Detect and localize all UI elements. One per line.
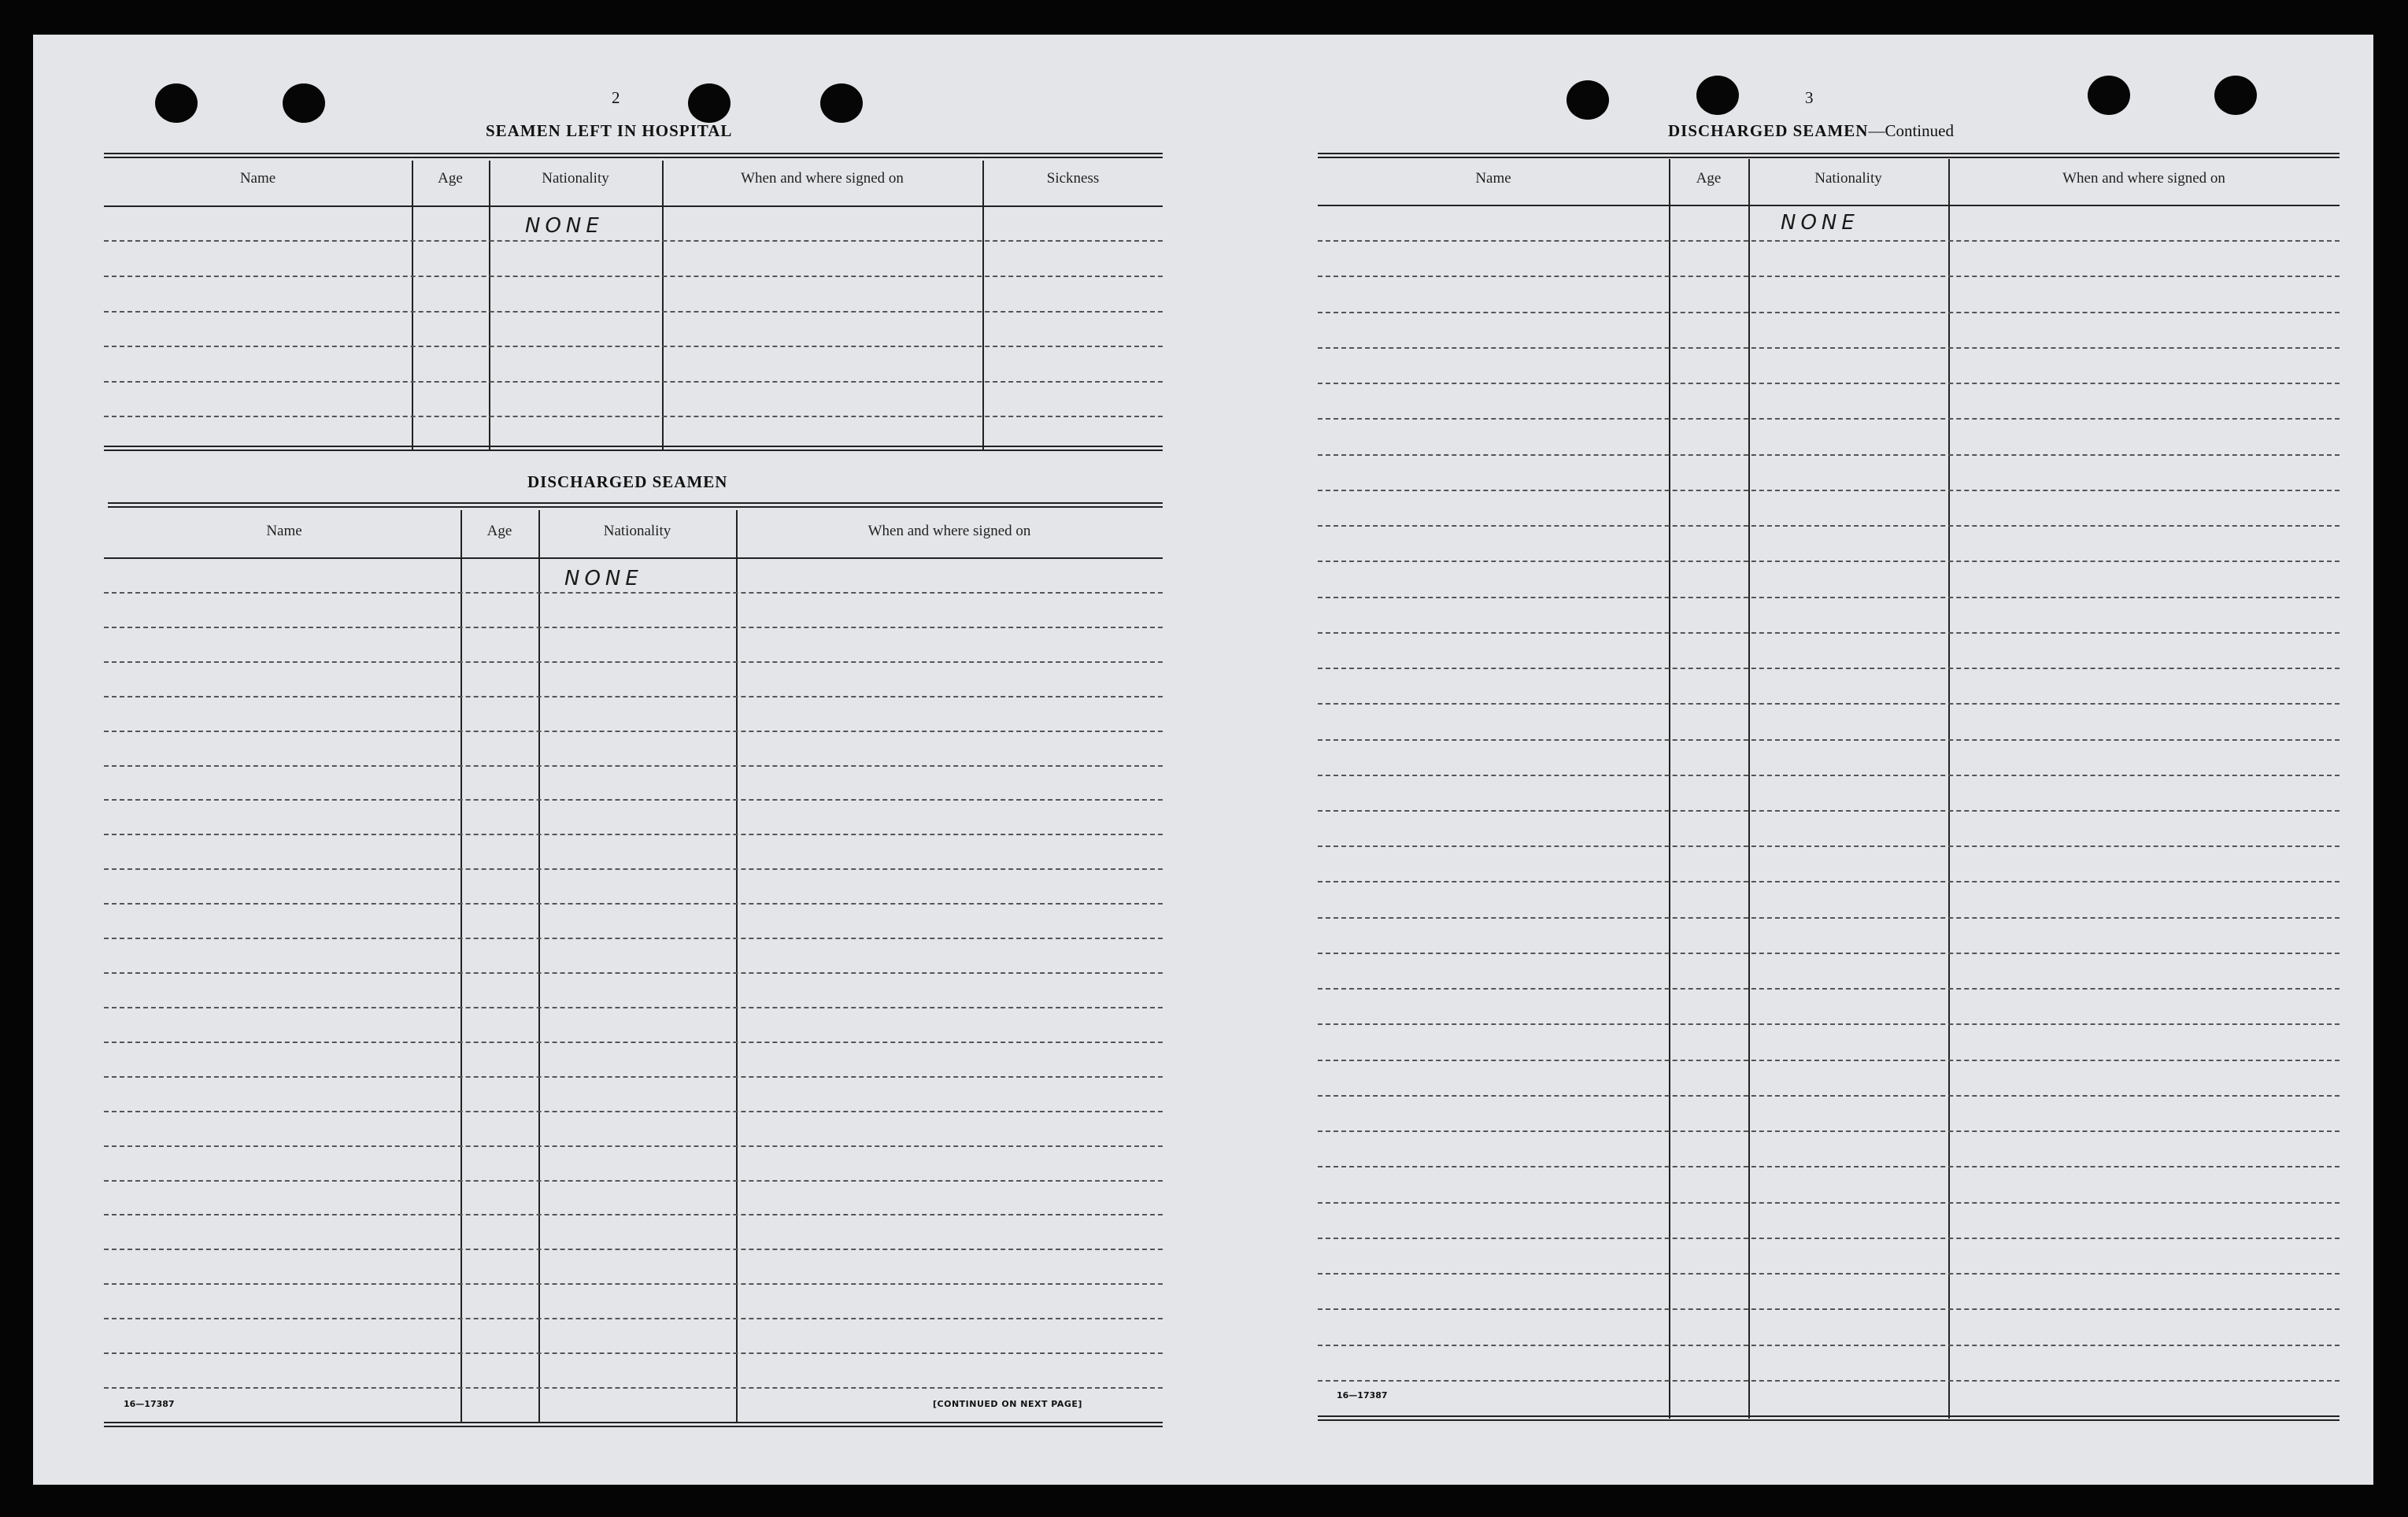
punch-hole: [688, 83, 731, 123]
form-number: 16—17387: [124, 1399, 175, 1409]
row-line: [104, 1249, 1163, 1250]
handwritten-entry: NONE: [1781, 211, 1859, 235]
col-age: Age: [486, 523, 512, 539]
row-line: [104, 1007, 1163, 1008]
col-name: Name: [1475, 170, 1511, 187]
row-line: [1318, 1273, 2340, 1275]
left-page: [33, 35, 1206, 1485]
page-number: 2: [612, 88, 620, 107]
col-signed-on: When and where signed on: [2062, 170, 2225, 187]
row-line: [104, 731, 1163, 732]
row-line: [1318, 561, 2340, 562]
punch-hole: [2214, 76, 2257, 115]
row-line: [104, 1318, 1163, 1319]
row-line: [1318, 703, 2340, 705]
row-line: [1318, 240, 2340, 242]
col-age: Age: [1696, 170, 1722, 187]
row-line: [1318, 845, 2340, 847]
row-line: [104, 1214, 1163, 1215]
col-age: Age: [438, 170, 463, 187]
row-line: [1318, 490, 2340, 491]
handwritten-entry: NONE: [564, 567, 643, 590]
row-line: [1318, 418, 2340, 420]
row-line: [104, 1111, 1163, 1112]
punch-hole: [155, 83, 198, 123]
punch-hole: [1696, 76, 1739, 115]
row-line: [104, 868, 1163, 870]
col-nationality: Nationality: [542, 170, 609, 187]
punch-hole: [820, 83, 863, 123]
row-line: [104, 903, 1163, 905]
row-line: [1318, 525, 2340, 527]
row-line: [104, 592, 1163, 594]
col-name: Name: [266, 523, 302, 539]
right-page: [1230, 35, 2373, 1485]
row-line: [1318, 383, 2340, 384]
discharged-section-title: DISCHARGED SEAMEN: [527, 472, 728, 491]
row-line: [1318, 1238, 2340, 1239]
col-nationality: Nationality: [603, 523, 671, 539]
row-line: [104, 1042, 1163, 1043]
col-nationality: Nationality: [1814, 170, 1882, 187]
col-sickness: Sickness: [1046, 170, 1100, 187]
col-name: Name: [239, 170, 276, 187]
row-line: [104, 972, 1163, 974]
form-number: 16—17387: [1337, 1390, 1388, 1400]
row-line: [1318, 775, 2340, 776]
row-line: [104, 1145, 1163, 1147]
row-line: [104, 1180, 1163, 1182]
handwritten-entry: NONE: [525, 214, 604, 238]
row-line: [1318, 1023, 2340, 1025]
row-line: [104, 1387, 1163, 1389]
row-line: [1318, 1308, 2340, 1310]
row-line: [1318, 597, 2340, 598]
row-line: [104, 696, 1163, 697]
row-line: [1318, 881, 2340, 882]
row-line: [1318, 1130, 2340, 1132]
row-line: [1318, 454, 2340, 456]
col-signed-on: When and where signed on: [867, 523, 1031, 539]
row-line: [1318, 1380, 2340, 1382]
row-line: [1318, 668, 2340, 669]
row-line: [104, 938, 1163, 939]
continued-note: [CONTINUED ON NEXT PAGE]: [933, 1399, 1082, 1409]
row-line: [1318, 1095, 2340, 1097]
row-line: [104, 1352, 1163, 1354]
col-signed-on: When and where signed on: [741, 170, 904, 187]
row-line: [1318, 1060, 2340, 1061]
page-number: 3: [1805, 88, 1814, 107]
row-line: [104, 661, 1163, 663]
row-line: [1318, 632, 2340, 634]
row-line: [1318, 347, 2340, 349]
row-line: [104, 627, 1163, 628]
row-line: [1318, 276, 2340, 277]
row-line: [104, 799, 1163, 801]
row-line: [104, 1283, 1163, 1285]
scanned-sheet: [33, 35, 2373, 1485]
row-line: [1318, 917, 2340, 919]
row-line: [104, 765, 1163, 767]
row-line: [1318, 1166, 2340, 1167]
row-line: [1318, 953, 2340, 954]
row-line: [1318, 1202, 2340, 1204]
row-line: [1318, 1345, 2340, 1346]
row-line: [1318, 739, 2340, 741]
hospital-section-title: SEAMEN LEFT IN HOSPITAL: [486, 121, 733, 140]
row-line: [1318, 312, 2340, 313]
row-line: [104, 1076, 1163, 1078]
row-line: [1318, 988, 2340, 990]
punch-hole: [2088, 76, 2130, 115]
punch-hole: [1566, 80, 1609, 120]
row-line: [104, 834, 1163, 835]
row-line: [1318, 810, 2340, 812]
punch-hole: [283, 83, 325, 123]
discharged-continued-title: DISCHARGED SEAMEN—Continued: [1668, 121, 1954, 140]
